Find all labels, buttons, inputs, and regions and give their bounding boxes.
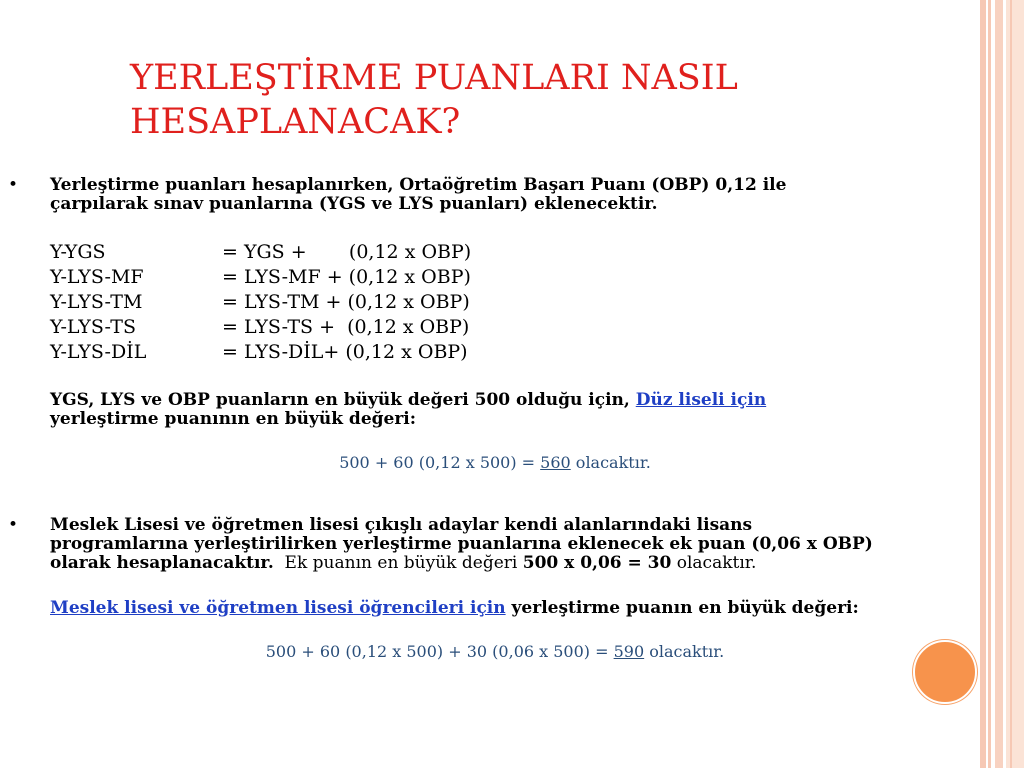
formula-name: Y-LYS-TS (50, 316, 136, 338)
decorative-stripe (980, 0, 986, 768)
note-text-end: yerleştirme puanın en büyük değeri: (505, 598, 859, 618)
calc-result-value: 560 (540, 453, 571, 472)
calc-expression: 500 + 60 (0,12 x 500) + 30 (0,06 x 500) = (265, 642, 614, 661)
title-line-1: YERLEŞTİRME PUANLARI NASIL (130, 58, 738, 98)
bullet-2-end-text: olacaktır. (671, 553, 757, 573)
calc-expression: 500 + 60 (0,12 x 500) = (339, 453, 541, 472)
calc-result-value: 590 (613, 642, 645, 661)
formula-row (50, 290, 940, 315)
calc-suffix: olacaktır. (644, 642, 725, 661)
formula-expression: = LYS-TM + (0,12 x OBP) (222, 291, 470, 313)
formula-name: Y-YGS (50, 241, 106, 263)
formula-expression: = YGS + (0,12 x OBP) (222, 241, 472, 263)
slide-title (130, 56, 910, 144)
formula-name: Y-LYS-MF (50, 266, 144, 288)
title-line-2: HESAPLANACAK? (130, 102, 461, 142)
formula-row (50, 265, 940, 290)
formula-row (50, 315, 940, 340)
formula-name: Y-LYS-TM (50, 291, 143, 313)
formula-row (50, 340, 940, 365)
calculation-result-2 (50, 642, 940, 661)
bullet-item-2 (0, 516, 940, 661)
bullet-2-text (50, 516, 890, 573)
calc-suffix: olacaktır. (570, 453, 651, 472)
formula-name: Y-LYS-DİL (50, 341, 147, 363)
bullet-1-text: Yerleştirme puanları hesaplanırken, Ortaöğretim Başarı Puanı (OBP) 0,12 ile çarpılarak sınav puanlarına (YGS ve LYS puanları) eklenecektir. (50, 175, 787, 214)
bullet-2-bold-text: Meslek Lisesi ve öğretmen lisesi çıkışlı adaylar kendi alanlarındaki lisans programlarına yerleştirilirken yerleştirme puanlarına eklenecek ek puan (0,06 x OBP) olarak hesaplanacaktır. (50, 515, 873, 573)
meslek-lisesi-link[interactable]: Meslek lisesi ve öğretmen lisesi öğrencileri için (50, 598, 506, 618)
bullet-2-bold-value: 500 x 0,06 = 30 (522, 553, 672, 573)
formula-expression: = LYS-TS + (0,12 x OBP) (222, 316, 470, 338)
bullet-item-1 (0, 176, 940, 472)
bullet-icon: • (8, 175, 19, 195)
formula-row (50, 240, 940, 265)
formula-expression: = LYS-MF + (0,12 x OBP) (222, 266, 471, 288)
formula-expression: = LYS-DİL+ (0,12 x OBP) (222, 341, 468, 363)
decorative-stripe (995, 0, 1003, 768)
meslek-lise-note (50, 599, 870, 618)
decorative-stripe (1006, 0, 1024, 768)
duz-lise-link[interactable]: Düz liseli için (635, 390, 767, 410)
note-text-end: yerleştirme puanının en büyük değeri: (50, 409, 417, 429)
max-score-note (50, 391, 870, 429)
bullet-2-normal-text: Ek puanın en büyük değeri (273, 553, 523, 573)
decorative-stripe (988, 0, 991, 768)
decorative-stripe (1010, 0, 1012, 768)
note-text: YGS, LYS ve OBP puanların en büyük değeri 500 olduğu için, (50, 390, 636, 410)
bullet-icon: • (8, 515, 19, 535)
formula-list (50, 240, 940, 365)
slide-content (0, 176, 940, 661)
calculation-result-1 (50, 453, 940, 472)
